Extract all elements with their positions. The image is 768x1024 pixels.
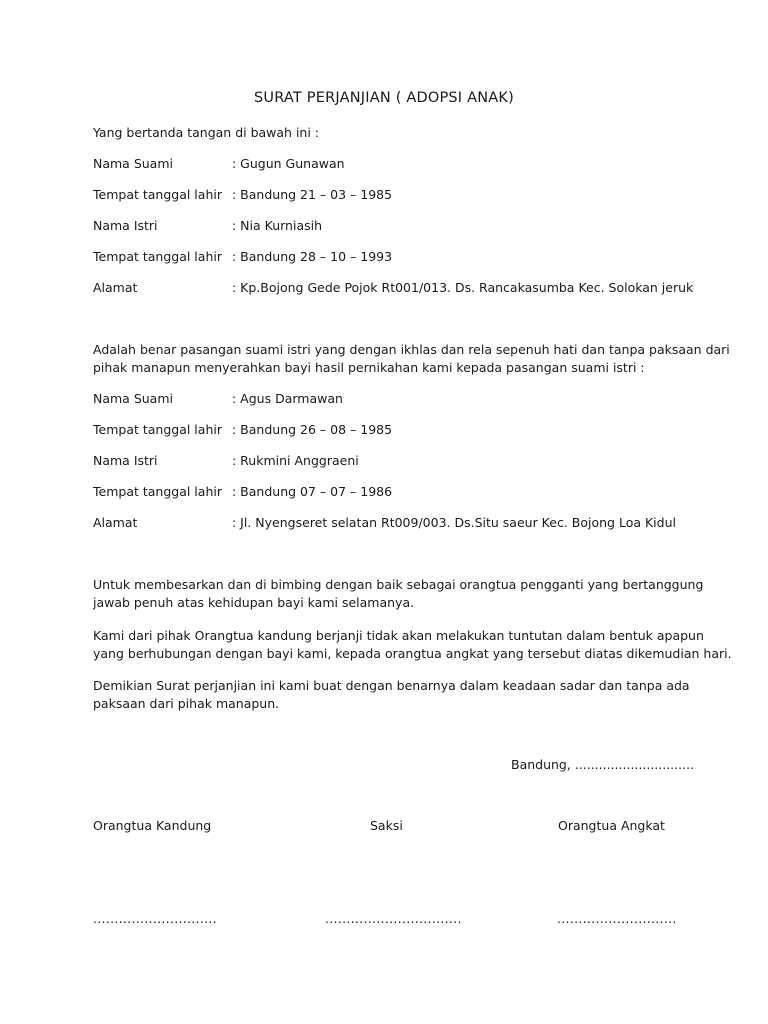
field-label: Alamat: [93, 515, 138, 530]
intro-text: Yang bertanda tangan di bawah ini :: [93, 125, 320, 140]
statement-line: Demikian Surat perjanjian ini kami buat dengan benarnya dalam keadaan sadar dan tanpa ada: [93, 678, 690, 693]
field-value: : Bandung 21 – 03 – 1985: [232, 187, 393, 202]
field-label: Tempat tanggal lahir: [93, 187, 222, 202]
signature-label-adoptive-parents: Orangtua Angkat: [558, 818, 665, 833]
place-date: Bandung, ..............................: [511, 757, 695, 772]
statement-line: Kami dari pihak Orangtua kandung berjanji tidak akan melakukan tuntutan dalam bentuk apapun: [93, 628, 704, 643]
signature-line-witness: ................................: [325, 911, 462, 926]
field-label: Tempat tanggal lahir: [93, 484, 222, 499]
field-value: : Bandung 26 – 08 – 1985: [232, 422, 393, 437]
statement-line: pihak manapun menyerahkan bayi hasil pernikahan kami kepada pasangan suami istri :: [93, 360, 645, 375]
field-value: : Bandung 07 – 07 – 1986: [232, 484, 393, 499]
field-label: Tempat tanggal lahir: [93, 249, 222, 264]
party2-row-address: [93, 515, 676, 530]
signature-line-adoptive-parents: ............................: [557, 911, 677, 926]
field-label: Alamat: [93, 280, 138, 295]
party1-row-wife-birth: [93, 249, 392, 264]
signature-label-birth-parents: Orangtua Kandung: [93, 818, 212, 833]
field-value: : Gugun Gunawan: [232, 156, 345, 171]
party1-row-address: [93, 280, 693, 295]
field-value: : Kp.Bojong Gede Pojok Rt001/013. Ds. Rancakasumba Kec. Solokan jeruk: [232, 280, 694, 295]
field-value: : Rukmini Anggraeni: [232, 453, 359, 468]
statement-line: Adalah benar pasangan suami istri yang dengan ikhlas dan rela sepenuh hati dan tanpa paksaan dari: [93, 342, 730, 357]
party1-row-wife-name: [93, 218, 322, 233]
field-label: Nama Suami: [93, 391, 173, 406]
party2-row-wife-birth: [93, 484, 392, 499]
statement-closing: [93, 677, 693, 713]
party1-row-husband-birth: [93, 187, 392, 202]
field-value: : Jl. Nyengseret selatan Rt009/003. Ds.Situ saeur Kec. Bojong Loa Kidul: [232, 515, 676, 530]
party2-row-husband-birth: [93, 422, 392, 437]
field-value: : Agus Darmawan: [232, 391, 343, 406]
statement-line: paksaan dari pihak manapun.: [93, 696, 280, 711]
party2-row-wife-name: [93, 453, 359, 468]
signature-label-witness: Saksi: [370, 818, 403, 833]
statement-line: yang berhubungan dengan bayi kami, kepada orangtua angkat yang tersebut diatas dikemudian hari.: [93, 646, 732, 661]
field-label: Nama Suami: [93, 156, 173, 171]
field-value: : Bandung 28 – 10 – 1993: [232, 249, 393, 264]
document-title: SURAT PERJANJIAN ( ADOPSI ANAK): [254, 90, 514, 106]
statement-line: Untuk membesarkan dan di bimbing dengan baik sebagai orangtua pengganti yang bertanggung: [93, 577, 704, 592]
field-value: : Nia Kurniasih: [232, 218, 323, 233]
party2-row-husband-name: [93, 391, 343, 406]
statement-purpose: [93, 576, 704, 612]
statement-line: jawab penuh atas kehidupan bayi kami selamanya.: [93, 595, 415, 610]
party1-row-husband-name: [93, 156, 345, 171]
field-label: Nama Istri: [93, 218, 158, 233]
signature-line-birth-parents: .............................: [93, 911, 217, 926]
statement-promise: [93, 627, 732, 663]
statement-handover: [93, 341, 730, 377]
field-label: Nama Istri: [93, 453, 158, 468]
field-label: Tempat tanggal lahir: [93, 422, 222, 437]
